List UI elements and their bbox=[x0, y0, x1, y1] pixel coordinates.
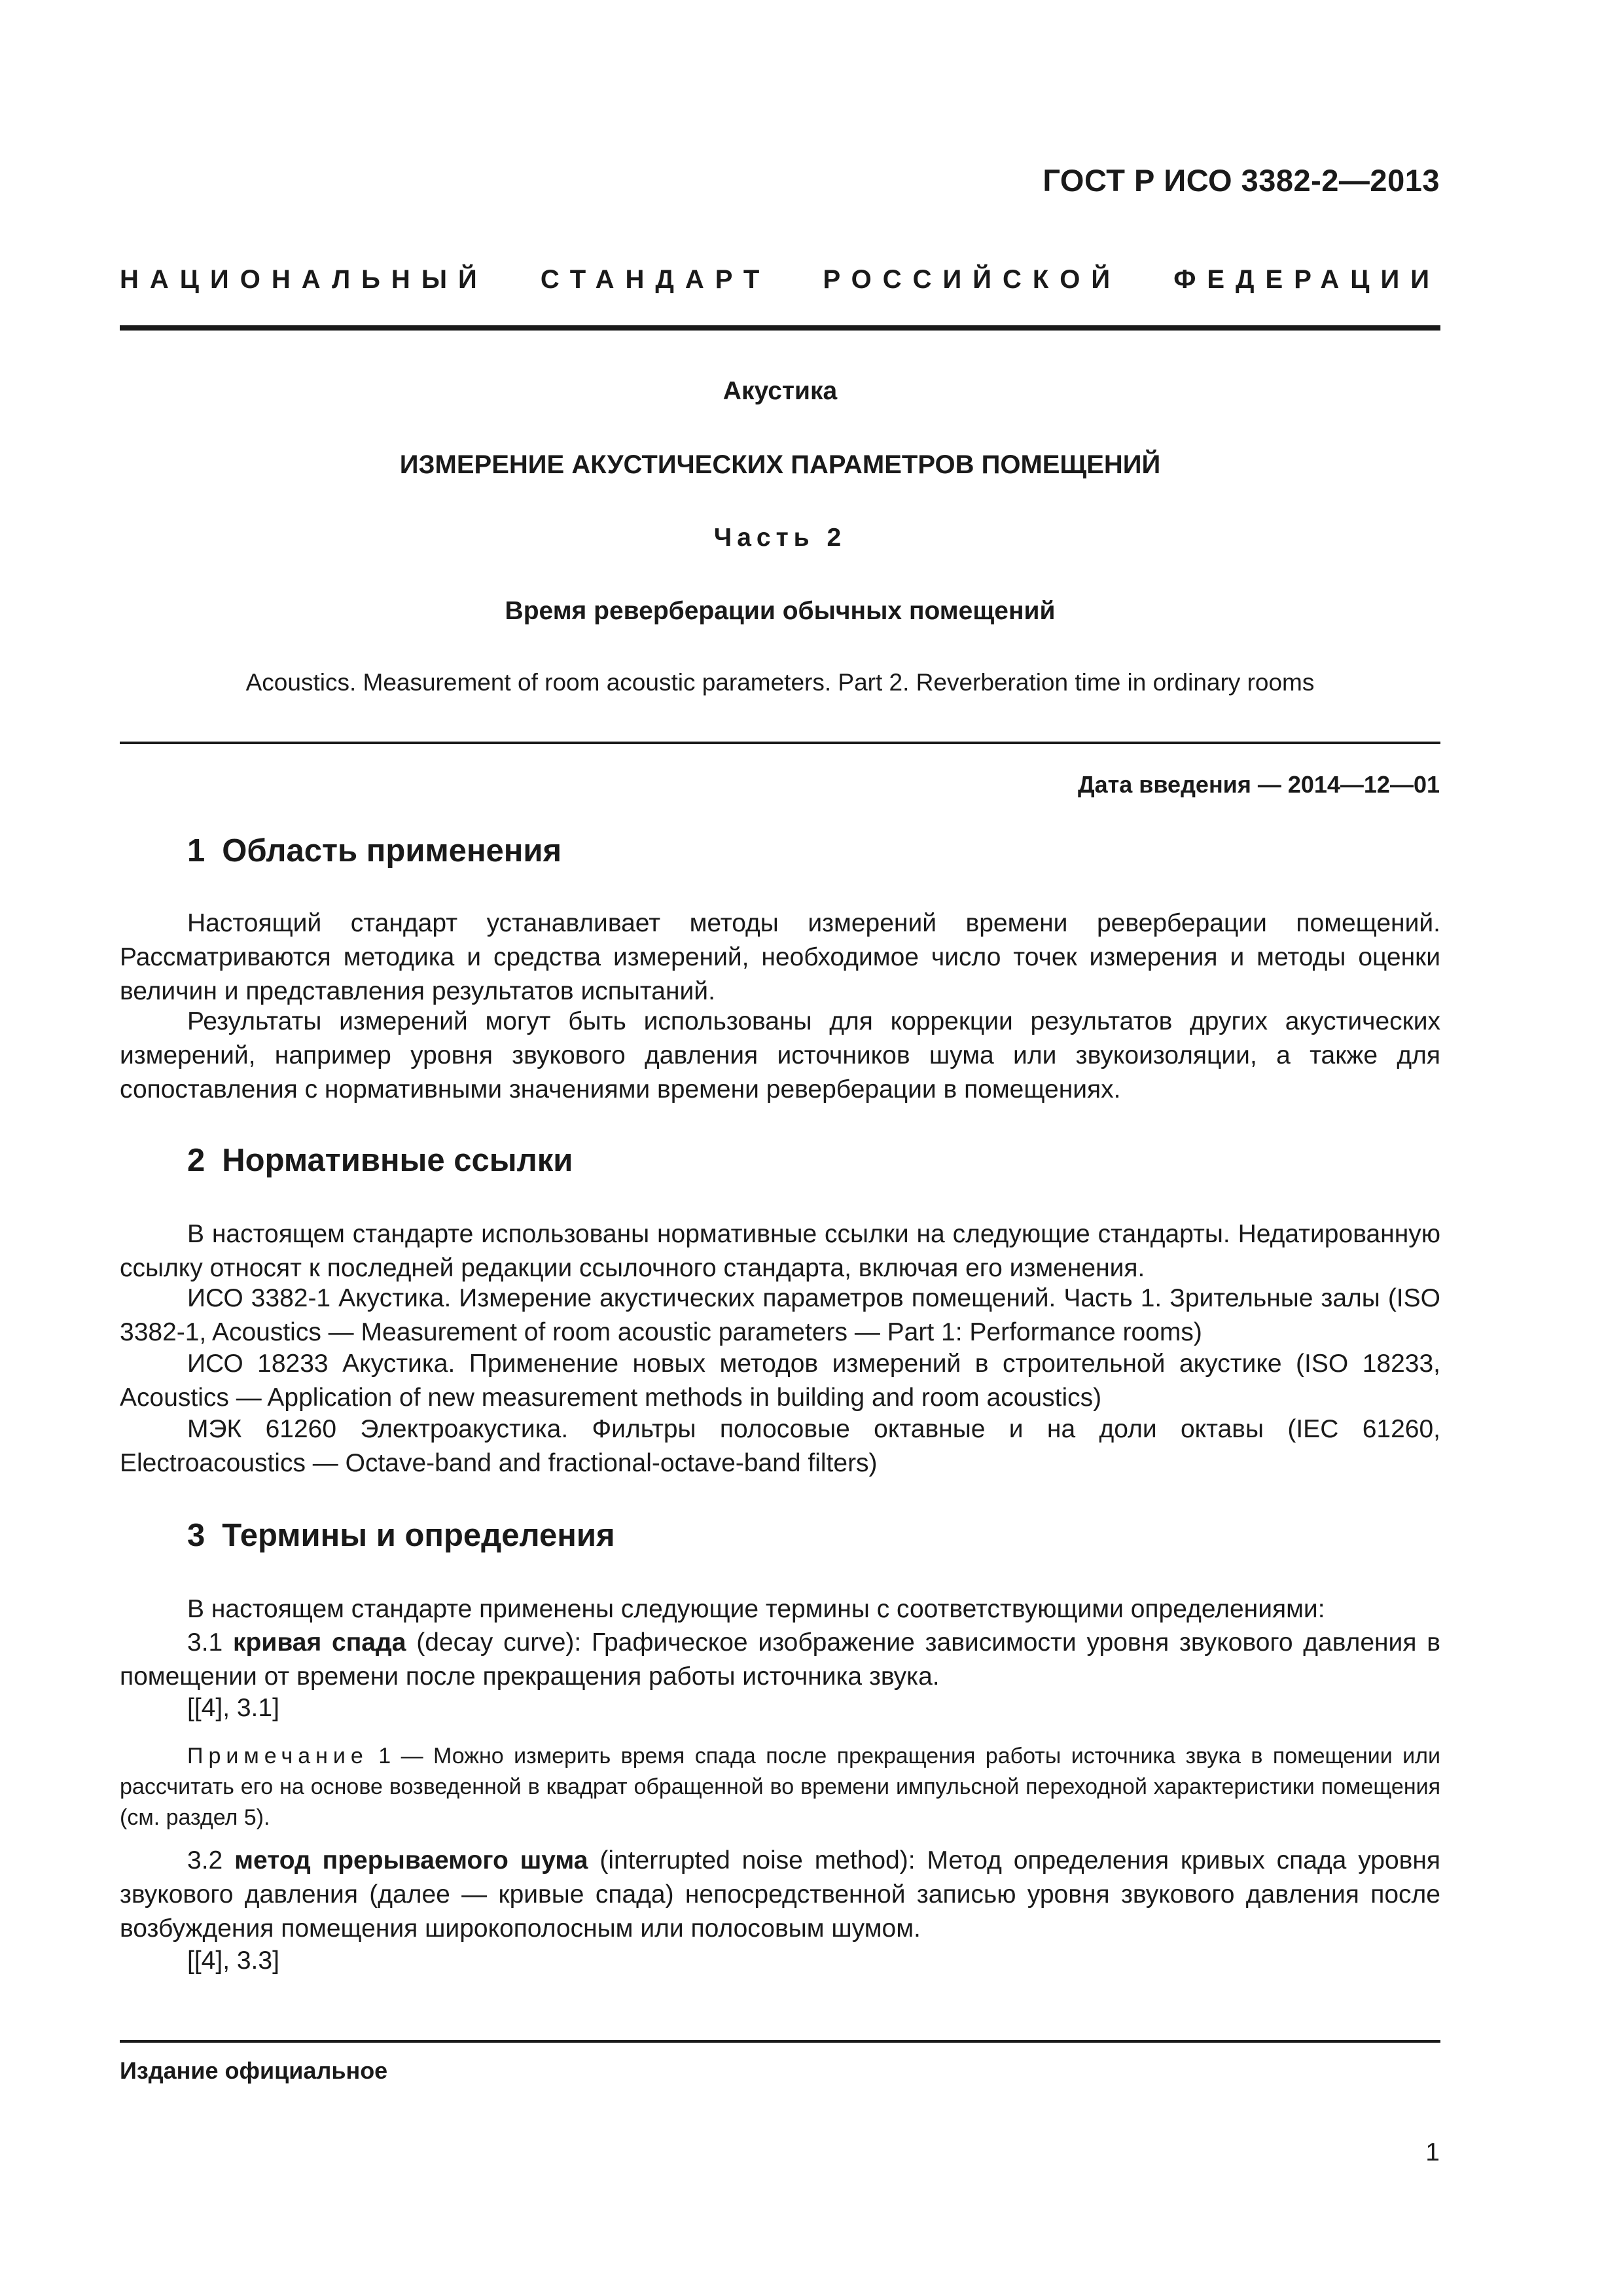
reference-iso-3382-1: ИСО 3382-1 Акустика. Измерение акустических параметров помещений. Часть 1. Зрительные залы (ISO 3382-1, Acoustics — Measurement of room acoustic parameters — Part 1: Performance rooms) bbox=[120, 1284, 1440, 1346]
official-edition-label: Издание официальное bbox=[120, 2057, 388, 2084]
section-number: 1 bbox=[187, 833, 205, 869]
note-1 bbox=[120, 1741, 1440, 1833]
term-3-1 bbox=[120, 1626, 1440, 1694]
document-part: Часть 2 bbox=[713, 524, 847, 552]
document-topic: Акустика bbox=[722, 377, 838, 405]
section-3-heading bbox=[187, 1517, 615, 1554]
english-title: Acoustics. Measurement of room acoustic parameters. Part 2. Reverberation time in ordinary rooms bbox=[245, 669, 1315, 696]
page-number: 1 bbox=[1425, 2138, 1440, 2166]
term-3-2-reference: [[4], 3.3] bbox=[187, 1946, 279, 1975]
title-divider bbox=[120, 742, 1440, 744]
introduction-date: Дата введения — 2014—12—01 bbox=[1077, 771, 1440, 798]
section-1-paragraph-2: Результаты измерений могут быть использованы для коррекции результатов других акустических измерений, например уровня звукового давления источников шума или звукоизоляции, а также для сопоставления с нормативными значениями времени реверберации в помещениях. bbox=[120, 1007, 1440, 1103]
section-2-paragraph-1: В настоящем стандарте использованы нормативные ссылки на следующие стандарты. Недатированную ссылку относят к последней редакции ссылочного стандарта, включая его изменения. bbox=[120, 1220, 1440, 1282]
header-divider bbox=[120, 325, 1440, 331]
section-title: Термины и определения bbox=[222, 1518, 615, 1553]
section-title: Область применения bbox=[222, 833, 562, 869]
term-3-2 bbox=[120, 1844, 1440, 1946]
footer-divider bbox=[120, 2040, 1440, 2043]
document-subtitle: Время реверберации обычных помещений bbox=[505, 597, 1056, 625]
document-title: ИЗМЕРЕНИЕ АКУСТИЧЕСКИХ ПАРАМЕТРОВ ПОМЕЩЕНИЙ bbox=[399, 450, 1161, 479]
standard-number: ГОСТ Р ИСО 3382-2—2013 bbox=[1043, 163, 1440, 198]
term-number: 3.1 bbox=[187, 1628, 223, 1657]
term-number: 3.2 bbox=[187, 1846, 223, 1874]
section-1-heading bbox=[187, 833, 562, 869]
note-label: Примечание bbox=[187, 1744, 368, 1768]
term-definition: (interrupted noise method): Метод определения кривых спада уровня звукового давления (далее — кривые спада) непосредственной записью уровня звукового давления после возбуждения помещения широкополосным или полосовым шумом. bbox=[120, 1846, 1441, 1943]
reference-iec-61260: МЭК 61260 Электроакустика. Фильтры полосовые октавные и на доли октавы (IEC 61260, Electroacoustics — Octave-band and fractional-octave-band filters) bbox=[120, 1415, 1440, 1477]
section-title: Нормативные ссылки bbox=[222, 1143, 573, 1178]
reference-iso-18233: ИСО 18233 Акустика. Применение новых методов измерений в строительной акустике (ISO 18233, Acoustics — Application of new measurement methods in building and room acoustics) bbox=[120, 1350, 1440, 1412]
term-definition: (decay curve): Графическое изображение зависимости уровня звукового давления в помещении от времени после прекращения работы источника звука. bbox=[120, 1628, 1440, 1691]
term-3-1-reference: [[4], 3.1] bbox=[187, 1694, 279, 1722]
section-1-paragraph-1: Настоящий стандарт устанавливает методы измерений времени реверберации помещений. Рассматриваются методика и средства измерений, необходимое число точек измерения и методы оценки величин и представления результатов испытаний. bbox=[120, 909, 1440, 1005]
term-name: кривая спада bbox=[233, 1628, 406, 1657]
section-number: 2 bbox=[187, 1143, 205, 1178]
section-3-paragraph-1: В настоящем стандарте применены следующие термины с соответствующими определениями: bbox=[187, 1595, 1325, 1623]
section-2-heading bbox=[187, 1142, 573, 1179]
note-text: 1 — Можно измерить время спада после прекращения работы источника звука в помещении или рассчитать его на основе возведенной в квадрат обращенной во времени импульсной переходной характеристики помещения (см. раздел 5). bbox=[120, 1744, 1441, 1830]
section-number: 3 bbox=[187, 1518, 205, 1553]
term-name: метод прерываемого шума bbox=[234, 1846, 588, 1874]
national-standard-banner: НАЦИОНАЛЬНЫЙ СТАНДАРТ РОССИЙСКОЙ ФЕДЕРАЦИИ bbox=[120, 265, 1440, 294]
